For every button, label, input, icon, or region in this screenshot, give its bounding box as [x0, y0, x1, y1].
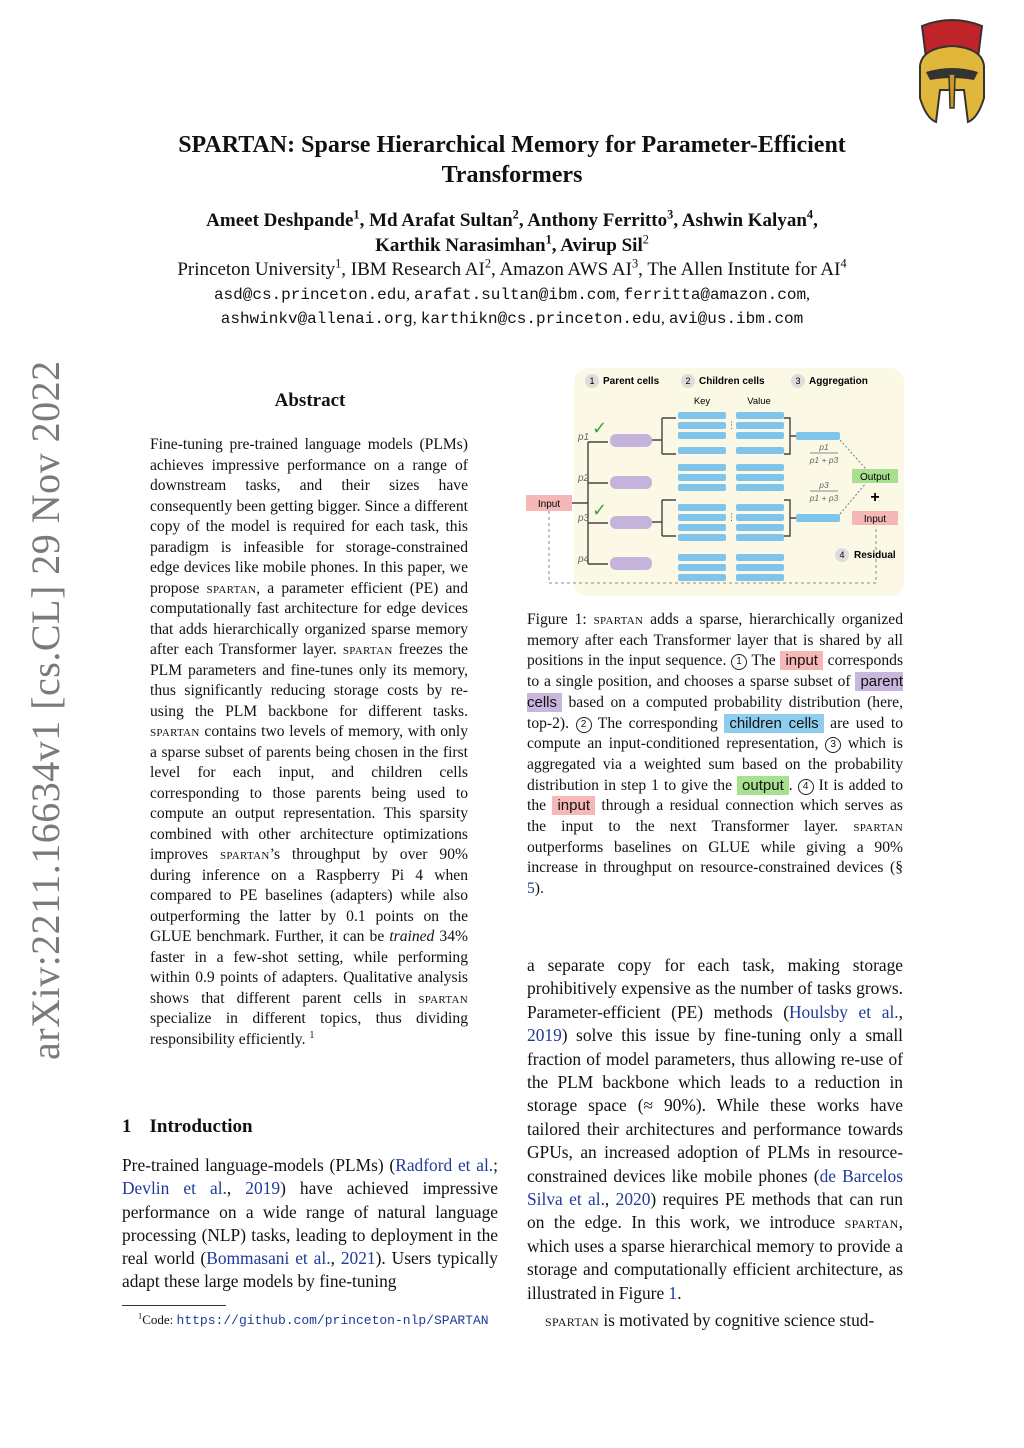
figure-1-diagram — [526, 368, 904, 600]
parent-label-p2: p2 — [578, 473, 590, 484]
footnote — [138, 1312, 489, 1328]
body-text: , — [604, 1189, 616, 1210]
citation-link[interactable]: Bommasani et al. — [206, 1248, 331, 1269]
email-line-1: asd@cs.princeton.edu, arafat.sultan@ibm.com, ferritta@amazon.com, — [213, 286, 811, 304]
caption-text: corresponds to a single position, and chooses a sparse subset of — [527, 652, 904, 691]
child-value-cell — [736, 447, 784, 454]
child-value-cell — [736, 554, 784, 561]
caption-text: outperforms baselines on GLUE while giving a 90% increase in throughput on resource-constrained devices (§ — [527, 838, 903, 877]
paper-title — [120, 130, 904, 190]
child-key-cell — [678, 504, 726, 511]
parent-cell — [610, 516, 652, 529]
intro-paragraph-right-2 — [527, 1309, 903, 1332]
highlight-input: input — [780, 651, 823, 670]
child-value-cell — [736, 534, 784, 541]
affiliation-mark: 3 — [631, 256, 639, 271]
spartan-name: spartan — [206, 579, 257, 597]
spartan-name: spartan — [844, 1212, 899, 1233]
value-column-label: Value — [747, 396, 771, 407]
step-name: Parent cells — [603, 376, 660, 387]
author-affiliation-mark: 2 — [642, 232, 649, 247]
highlight-parent-cells: parent cells — [527, 673, 903, 711]
body-text: ; — [493, 1155, 498, 1175]
author-affiliation-mark: 1 — [353, 207, 360, 222]
intro-paragraph-left — [122, 1154, 498, 1294]
author-separator: , — [673, 210, 682, 231]
step-number: 2 — [685, 376, 691, 386]
affiliation-mark: 1 — [335, 256, 342, 271]
step-name: Children cells — [699, 376, 765, 387]
author-affiliation-mark: 4 — [806, 207, 814, 222]
spartan-name: spartan — [342, 641, 393, 658]
citation-link[interactable]: de Barcelos Silva et al. — [527, 1165, 903, 1210]
plus-sign: + — [870, 489, 880, 506]
selected-check-icon: ✓ — [592, 418, 608, 438]
affiliation-separator: , — [341, 259, 351, 280]
spartan-name: spartan — [418, 989, 468, 1007]
caption-text: It is added to the — [527, 776, 903, 815]
child-value-cell — [736, 422, 784, 429]
fraction-denominator: p1 + p3 — [809, 493, 839, 503]
child-key-cell — [678, 574, 726, 581]
child-key-cell — [678, 464, 726, 471]
caption-text: based on a computed probability distribution (here, top-2). — [527, 693, 903, 732]
spartan-name: spartan — [853, 818, 903, 836]
body-text: a separate copy for each task, making storage prohibitively expensive as the number of tasks grows. Parameter-efficient (PE) methods ( — [527, 955, 903, 1022]
body-text: ) requires PE methods that can run on the edge. In this work, we introduce — [527, 1189, 903, 1233]
intro-paragraph-right — [527, 954, 903, 1305]
affiliation: Amazon AWS AI — [499, 259, 632, 280]
abstract-text: ’s throughput by over 90% during inference on a Raspberry Pi 4 when compared to PE baselines (adapters) while also outperforming the latter by 0.1 points on the GLUE benchmark. Further, it can be — [150, 846, 468, 945]
body-text: is motivated by cognitive science stud- — [599, 1310, 875, 1330]
citation-year-link[interactable]: 2020 — [615, 1189, 651, 1210]
child-key-cell — [678, 524, 726, 531]
parent-cell — [610, 434, 652, 447]
abstract-heading: Abstract — [274, 390, 346, 411]
caption-text: . — [788, 776, 798, 794]
highlight-output: output — [737, 776, 789, 795]
author-name: Md Arafat Sultan — [369, 210, 513, 231]
parent-cell — [610, 557, 652, 570]
input-label: Input — [537, 499, 561, 510]
body-text: , which uses a sparse hierarchical memory to provide a storage and computationally efficient architecture, as illustrated in Figure — [527, 1212, 903, 1303]
step-number-circle: 2 — [576, 717, 592, 733]
highlight-children-cells: children cells — [724, 714, 823, 733]
citation-link[interactable]: Radford et al. — [395, 1155, 494, 1175]
parent-cell — [610, 476, 652, 489]
child-key-cell — [678, 422, 726, 429]
child-key-cell — [678, 514, 726, 521]
spartan-name: spartan — [545, 1310, 599, 1330]
child-value-cell — [736, 464, 784, 471]
body-text: ) have achieved impressive performance on a wide range of natural language processing (NLP) tasks, leading to deployment in the real world ( — [122, 1178, 498, 1269]
child-value-cell — [736, 564, 784, 571]
child-key-cell — [678, 554, 726, 561]
aggregated-representation — [796, 432, 840, 440]
selected-check-icon: ✓ — [592, 500, 608, 520]
body-text: ) solve this issue by fine-tuning only a small fraction of model parameters, thus allowing re-use of the PLM backbone which leads to a reduction in storage space (≈ 90%). While these works have tailored their architectures and performance towards GPUs, an increased adoption of PLMs in resource-constrained devices like mobile phones ( — [527, 1025, 903, 1186]
author-separator: , — [518, 210, 528, 231]
child-value-cell — [736, 432, 784, 439]
body-text: . — [677, 1282, 682, 1303]
residual-input-label: Input — [863, 514, 887, 525]
fraction-numerator: p1 — [819, 442, 829, 452]
body-text: , — [330, 1248, 341, 1269]
footnote-mark[interactable]: 1 — [309, 1029, 315, 1041]
step-number: 1 — [589, 376, 595, 386]
child-value-cell — [736, 412, 784, 419]
abstract-text: 34% faster in a few-shot setting, while performing within 0.9 points of adapters. Qualitative analysis shows that different parent cells in — [150, 928, 469, 1007]
body-text: , — [226, 1178, 246, 1199]
step-name: Residual — [854, 550, 896, 561]
author-name: Karthik Narasimhan — [375, 235, 546, 256]
parent-label-p4: p4 — [578, 554, 590, 565]
author-affiliation-mark: 3 — [667, 207, 674, 222]
caption-text: adds a sparse, hierarchically organized memory after each Transformer layer that is shared by all positions in the input sequence. — [527, 611, 903, 670]
abstract-body — [150, 435, 468, 1050]
child-value-cell — [736, 514, 784, 521]
spartan-name: spartan — [593, 611, 644, 628]
affiliation-list — [120, 258, 904, 282]
child-value-cell — [736, 524, 784, 531]
title-line-1: SPARTAN: Sparse Hierarchical Memory for Parameter-Efficient — [178, 132, 846, 158]
child-value-cell — [736, 574, 784, 581]
author-separator: , — [813, 210, 818, 231]
body-text: Pre-trained language-models (PLMs) ( — [122, 1155, 396, 1175]
child-key-cell — [678, 447, 726, 454]
caption-text: are used to compute an input-conditioned representation, — [527, 714, 903, 753]
section-number: 1 — [122, 1116, 132, 1137]
abstract-text: contains two levels of memory, with only a sparse subset of parents being chosen in the first level for each input, and children cells corresponding to those parents being used to compute an output representation. This sparsity combined with other architecture optimizations improves — [150, 723, 468, 863]
fraction-numerator: p3 — [819, 480, 829, 490]
caption-text: through a residual connection which serves as the input to the next Transformer layer. — [527, 797, 903, 836]
child-key-cell — [678, 432, 726, 439]
step-label-1 — [585, 374, 660, 388]
email-address[interactable]: karthikn@cs.princeton.edu — [420, 310, 661, 328]
spartan-helmet-icon — [912, 18, 992, 126]
author-name: Avirup Sil — [560, 235, 643, 256]
email-address[interactable]: ferritta@amazon.com — [623, 286, 807, 304]
email-address[interactable]: arafat.sultan@ibm.com — [413, 286, 616, 304]
abstract-text: , a parameter efficient (PE) and computationally fast architecture for edge devices that adds hierarchically organized sparse memory after each Transformer layer. — [150, 579, 468, 658]
child-key-cell — [678, 534, 726, 541]
figure-ref-link[interactable]: 1 — [668, 1282, 678, 1303]
email-line-2: ashwinkv@allenai.org, karthikn@cs.princeton.edu, avi@us.ibm.com — [220, 310, 804, 328]
arxiv-stamp: arXiv:2211.16634v1 [cs.CL] 29 Nov 2022 — [23, 360, 68, 1060]
citation-link[interactable]: Houlsby et al. — [789, 1001, 899, 1022]
parent-label-p3: p3 — [578, 513, 590, 524]
child-value-cell — [736, 484, 784, 491]
highlight-input: input — [552, 796, 595, 815]
step-name: Aggregation — [809, 376, 868, 387]
figure-1-caption — [527, 610, 903, 900]
author-list — [120, 208, 904, 258]
spartan-name: spartan — [150, 723, 200, 740]
abstract-text: specialize in different topics, thus dividing responsibility efficiently. — [150, 1010, 468, 1048]
affiliation: Princeton University — [177, 259, 336, 280]
section-ref-link[interactable]: 5 — [527, 880, 535, 898]
affiliation-separator: , — [638, 259, 648, 280]
child-value-cell — [736, 504, 784, 511]
step-label-4 — [835, 548, 896, 562]
ellipsis-dots: ⋮ — [727, 512, 736, 522]
step-label-3 — [791, 374, 868, 388]
key-column-label: Key — [693, 396, 711, 407]
caption-text: The corresponding — [591, 714, 725, 732]
caption-text: which is aggregated via a weighted sum based on the probability distribution in step 1 to give the — [527, 735, 903, 794]
aggregated-representation — [796, 514, 840, 522]
step-number-circle: 3 — [825, 737, 841, 753]
abstract-emphasis: trained — [389, 928, 435, 945]
affiliation-mark: 2 — [484, 256, 491, 271]
helmet-nose-guard — [949, 74, 955, 108]
footnote-number: 1 — [138, 1310, 143, 1321]
section-title: Introduction — [149, 1116, 253, 1137]
email-address[interactable]: avi@us.ibm.com — [668, 310, 804, 328]
citation-year-link[interactable]: 2021 — [340, 1248, 376, 1269]
child-key-cell — [678, 412, 726, 419]
email-list — [120, 283, 904, 331]
caption-text: ). — [534, 880, 544, 898]
affiliation: IBM Research AI — [350, 259, 485, 280]
author-name: Ameet Deshpande — [206, 210, 354, 231]
spartan-name: spartan — [219, 846, 270, 863]
step-number: 3 — [795, 376, 801, 386]
footnote-rule — [122, 1305, 226, 1306]
child-key-cell — [678, 564, 726, 571]
citation-year-link[interactable]: 2019 — [245, 1178, 281, 1199]
affiliation-separator: , — [491, 259, 500, 280]
author-line-2 — [120, 233, 904, 258]
parent-label-p1: p1 — [578, 432, 590, 443]
caption-text: The — [747, 652, 781, 670]
email-address[interactable]: ashwinkv@allenai.org — [220, 310, 413, 328]
child-key-cell — [678, 474, 726, 481]
fraction-denominator: p1 + p3 — [809, 455, 839, 465]
title-line-2: Transformers — [441, 162, 583, 188]
email-address[interactable]: asd@cs.princeton.edu — [213, 286, 406, 304]
author-affiliation-mark: 1 — [545, 232, 552, 247]
author-affiliation-mark: 2 — [512, 207, 519, 222]
abstract-text: Fine-tuning pre-trained language models (PLMs) achieves impressive performance on a range of downstream tasks, and their sizes have consequently been getting bigger. Since a different copy of the model is required for each task, this paradigm is infeasible for storage-constrained edge devices like mobile phones. In this paper, we propose — [150, 436, 468, 597]
step-number-circle: 4 — [798, 779, 814, 795]
author-separator: , — [359, 210, 370, 231]
code-url-link[interactable]: https://github.com/princeton-nlp/SPARTAN — [176, 1313, 489, 1328]
affiliation: The Allen Institute for AI — [647, 259, 841, 280]
abstract-text: freezes the PLM parameters and fine-tunes only its memory, thus significantly reducing storage costs by re-using the PLM backbone for different tasks. — [150, 641, 468, 720]
author-separator: , — [551, 235, 561, 256]
citation-year-link[interactable]: 2019 — [527, 1025, 562, 1046]
child-value-cell — [736, 474, 784, 481]
section-heading-introduction — [122, 1116, 253, 1138]
author-name: Anthony Ferritto — [527, 210, 668, 231]
child-key-cell — [678, 484, 726, 491]
body-text: , — [898, 1001, 903, 1022]
citation-link[interactable]: Devlin et al. — [122, 1178, 227, 1199]
author-line-1 — [120, 208, 904, 233]
affiliation-mark: 4 — [840, 256, 847, 271]
output-label: Output — [859, 472, 891, 483]
footnote-label: Code: — [142, 1312, 177, 1327]
step-number-circle: 1 — [731, 654, 747, 670]
step-number: 4 — [839, 550, 845, 560]
ellipsis-dots: ⋮ — [727, 420, 736, 430]
caption-label: Figure 1: — [527, 611, 587, 628]
author-name: Ashwin Kalyan — [681, 210, 807, 231]
body-text: ). Users typically adapt these large models by fine-tuning — [122, 1248, 498, 1292]
